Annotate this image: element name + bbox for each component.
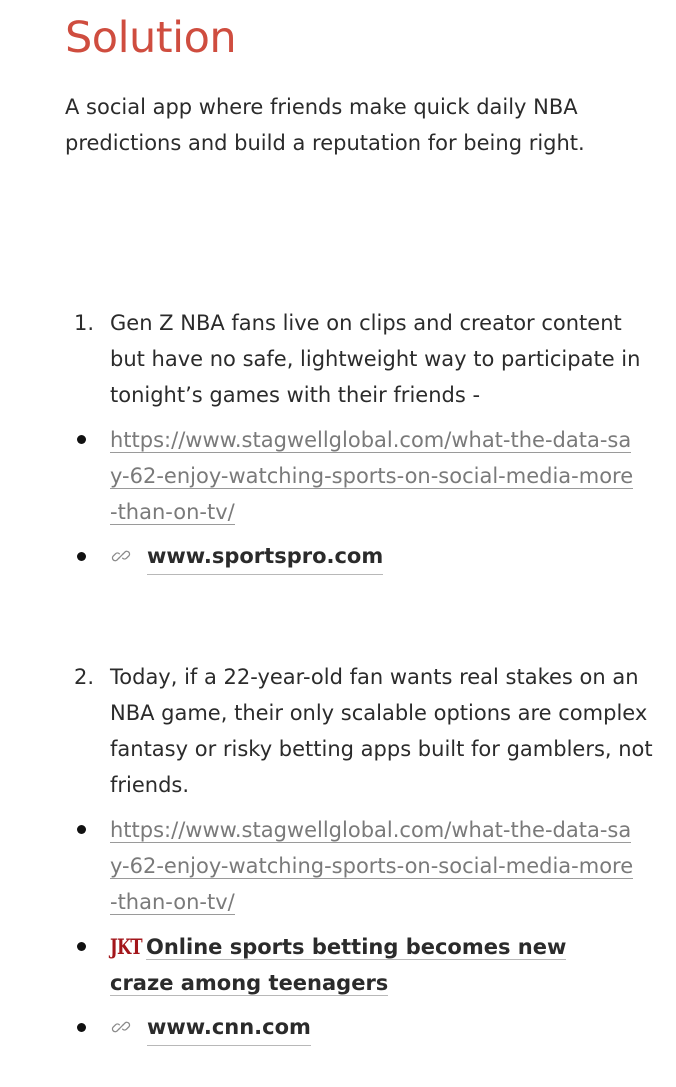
link-title: www.cnn.com [147,1009,311,1046]
bullet-icon [77,825,86,834]
link-bookmark[interactable] [110,538,383,574]
link-icon [110,1016,132,1038]
item-text: Today, if a 22-year-old fan wants real stakes on an NBA game, their only scalable options are complex fantasy or risky betting apps built for gamblers, not friends. [110,665,653,797]
bullet-icon [77,552,86,561]
jkt-logo: JKT [110,934,142,959]
bullet-icon [77,435,86,444]
bullet-icon [77,1023,86,1032]
link-bookmark[interactable] [110,1009,311,1045]
article-title: Online sports betting becomes new craze among teenagers [110,935,567,995]
source-url-link[interactable]: https://www.stagwellglobal.com/what-the-data-say-62-enjoy-watching-sports-on-social-media-more-than-on-tv/ [110,818,634,914]
item-number: 2. [74,665,95,689]
section-heading: Solution [65,13,237,63]
link-title: www.sportspro.com [147,538,383,575]
bullet-icon [77,942,86,951]
article-bookmark[interactable] [110,929,630,1001]
link-icon [110,545,132,567]
intro-paragraph: A social app where friends make quick daily NBA predictions and build a reputation for being right. [65,95,585,155]
item-number: 1. [74,311,95,335]
item-text: Gen Z NBA fans live on clips and creator content but have no safe, lightweight way to participate in tonight’s games with their friends - [110,311,641,407]
source-url-link[interactable]: https://www.stagwellglobal.com/what-the-data-say-62-enjoy-watching-sports-on-social-media-more-than-on-tv/ [110,428,634,524]
